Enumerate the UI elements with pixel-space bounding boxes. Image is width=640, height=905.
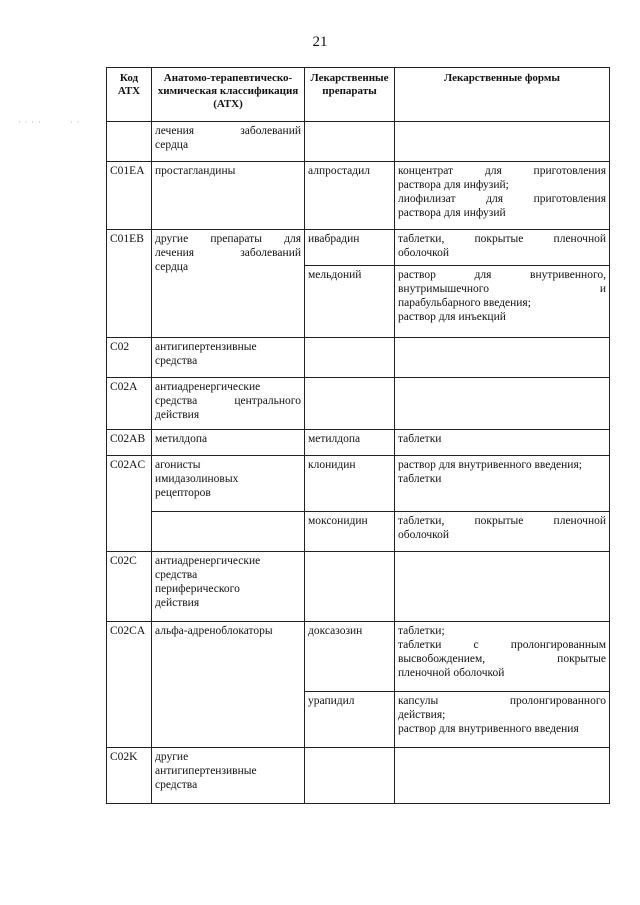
cell-classification [152, 230, 305, 338]
cell-classification: простагландины [152, 162, 305, 230]
cell-drug: доксазозин [305, 622, 395, 692]
cell-forms [395, 622, 610, 692]
table-row [107, 378, 610, 430]
cell-forms [395, 378, 610, 430]
form-line: раствора для инфузий; [398, 179, 509, 191]
cell-drug: ивабрадин [305, 230, 395, 266]
table-header-row [107, 68, 610, 122]
classification-line: другие [155, 751, 189, 763]
form-line: раствор для инъекций [398, 311, 506, 323]
cell-code: C02K [107, 748, 152, 804]
cell-code: C02AB [107, 430, 152, 456]
cell-classification [152, 378, 305, 430]
classification-line: лечения заболеваний [155, 125, 301, 137]
table-row [107, 512, 610, 552]
form-line: лиофилизат для приготовления [398, 193, 606, 205]
cell-drug: метилдопа [305, 430, 395, 456]
cell-drug [305, 338, 395, 378]
cell-classification [152, 338, 305, 378]
classification-line: рецепторов [155, 487, 211, 499]
table-row [107, 430, 610, 456]
classification-line: средства [155, 779, 198, 791]
form-line: таблетки; [398, 625, 445, 637]
cell-drug: алпростадил [305, 162, 395, 230]
cell-code: C01EA [107, 162, 152, 230]
table-row [107, 748, 610, 804]
cell-drug: мельдоний [305, 266, 395, 338]
cell-classification: альфа-адреноблокаторы [152, 622, 305, 748]
classification-line: лечения заболеваний [155, 247, 301, 259]
cell-drug: моксонидин [305, 512, 395, 552]
classification-line: сердца [155, 261, 189, 273]
table-row [107, 122, 610, 162]
form-line: действия; [398, 709, 446, 721]
form-line: капсулы пролонгированного [398, 695, 606, 707]
form-line: таблетки, покрытые пленочной [398, 233, 606, 245]
table-row [107, 552, 610, 622]
cell-forms [395, 692, 610, 748]
header-code: Код АТХ [107, 68, 152, 122]
cell-code: C02A [107, 378, 152, 430]
cell-forms [395, 266, 610, 338]
cell-forms [395, 230, 610, 266]
classification-line: антигипертензивные [155, 765, 257, 777]
cell-code: C02 [107, 338, 152, 378]
cell-drug: урапидил [305, 692, 395, 748]
form-line: высвобождением, покрытые [398, 653, 606, 665]
header-forms: Лекарственные формы [395, 68, 610, 122]
table-row [107, 338, 610, 378]
classification-line: антиадренергические [155, 555, 261, 567]
form-line: раствор для внутривенного введения [398, 723, 579, 735]
form-line: раствор для внутривенного, [398, 269, 606, 281]
form-line: таблетки, покрытые пленочной [398, 515, 606, 527]
classification-line: имидазолиновых [155, 473, 239, 485]
cell-forms [395, 748, 610, 804]
form-line: таблетки [398, 473, 442, 485]
cell-classification [152, 456, 305, 512]
cell-code: C02AC [107, 456, 152, 552]
form-line: внутримышечного и [398, 283, 606, 295]
cell-forms [395, 456, 610, 512]
classification-line: другие препараты для [155, 233, 301, 245]
form-line: оболочкой [398, 529, 450, 541]
atx-table [106, 67, 610, 804]
classification-line: средства центрального [155, 395, 301, 407]
header-drugs: Лекарственные препараты [305, 68, 395, 122]
cell-classification: метилдопа [152, 430, 305, 456]
table-row [107, 622, 610, 692]
form-line: таблетки [398, 433, 442, 445]
header-classification: Анатомо-терапевтическо-химическая классификация (АТХ) [152, 68, 305, 122]
page-number: 21 [312, 34, 328, 50]
classification-line: средства [155, 569, 198, 581]
cell-code: C02CA [107, 622, 152, 748]
cell-code: C02C [107, 552, 152, 622]
cell-classification [152, 122, 305, 162]
classification-line: действия [155, 597, 200, 609]
table-row [107, 456, 610, 512]
cell-drug [305, 122, 395, 162]
cell-drug [305, 378, 395, 430]
cell-classification [152, 748, 305, 804]
form-line: пленочной оболочкой [398, 667, 505, 679]
cell-forms [395, 512, 610, 552]
form-line: таблетки с пролонгированным [398, 639, 606, 651]
cell-forms [395, 430, 610, 456]
table-row [107, 162, 610, 230]
cell-classification [152, 552, 305, 622]
cell-code: C01EB [107, 230, 152, 338]
cell-drug [305, 748, 395, 804]
cell-classification [152, 512, 305, 552]
margin-mark-left-2: · · [70, 118, 81, 127]
cell-forms [395, 122, 610, 162]
classification-line: сердца [155, 139, 189, 151]
cell-drug: клонидин [305, 456, 395, 512]
form-line: оболочкой [398, 247, 450, 259]
form-line: парабульбарного введения; [398, 297, 531, 309]
table-row [107, 230, 610, 266]
margin-mark-left: · · · · [18, 118, 42, 127]
form-line: раствора для инфузий [398, 207, 506, 219]
cell-drug [305, 552, 395, 622]
cell-code [107, 122, 152, 162]
classification-line: антиадренергические [155, 381, 261, 393]
cell-forms [395, 552, 610, 622]
classification-line: средства [155, 355, 198, 367]
form-line: раствор для внутривенного введения; [398, 459, 582, 471]
classification-line: антигипертензивные [155, 341, 257, 353]
cell-forms [395, 338, 610, 378]
classification-line: периферического [155, 583, 240, 595]
cell-forms [395, 162, 610, 230]
classification-line: действия [155, 409, 200, 421]
form-line: концентрат для приготовления [398, 165, 606, 177]
classification-line: агонисты [155, 459, 201, 471]
